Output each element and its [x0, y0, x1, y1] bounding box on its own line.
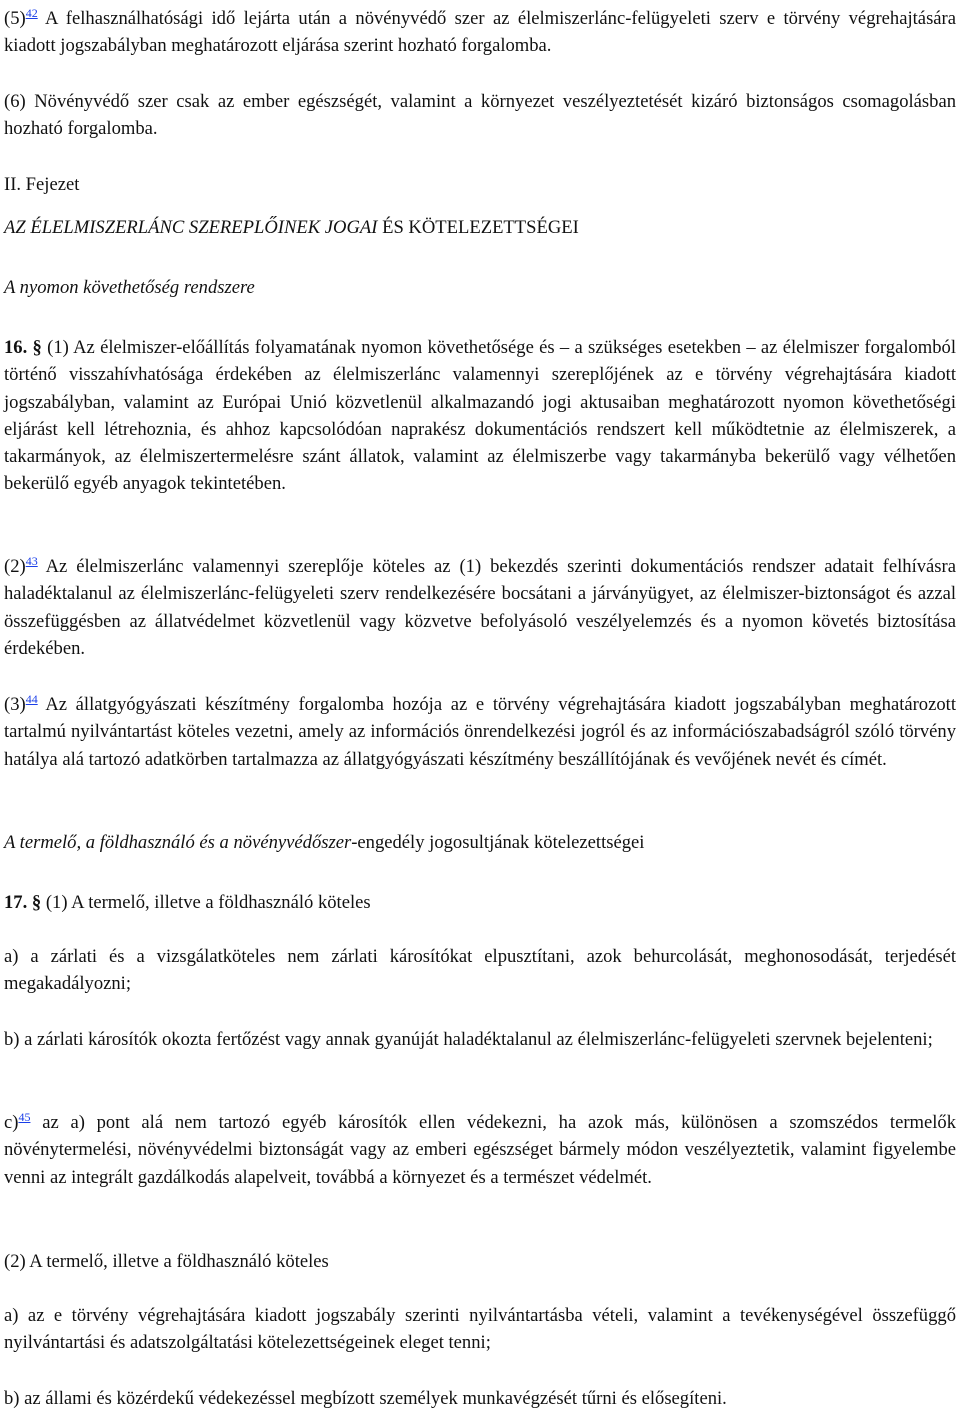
subheading-traceability [4, 274, 956, 301]
paragraph-text: Az élelmiszerlánc valamennyi szereplője köteles az (1) bekezdés szerinti dokumentációs rendszer adatait felhívásra haladéktalanul az élelmiszerlánc-felügyeleti szerv rendelkezésére bocsátani a járványügyet, az élelmiszer-biztonságot és azzal összefüggésben az állatvédelmet közvetlenül vagy közvetve befolyásoló veszélyelemzés és a nyomon követés biztosítása érdekében. [4, 556, 956, 659]
point-text: a) a zárlati és a vizsgálatköteles nem zárlati károsítókat elpusztítani, azok behurcolását, meghonosodását, terjedését megakadályozni; [4, 946, 956, 995]
section-17-point-a [4, 943, 956, 998]
point-number: c) [4, 1112, 19, 1133]
subheading-obligations [4, 829, 956, 856]
section-sign: § [27, 337, 48, 358]
point-text: b) a zárlati károsítók okozta fertőzést vagy annak gyanúját haladéktalanul az élelmiszerlánc-felügyeleti szervnek bejelenteni; [4, 1029, 933, 1050]
subheading-normal: -engedély jogosultjának kötelezettségei [351, 832, 645, 853]
paragraph-number: (2) [4, 556, 26, 577]
section-17-2-point-b [4, 1385, 956, 1412]
section-17-point-c [4, 1109, 956, 1191]
paragraph-text: (2) A termelő, illetve a földhasználó köteles [4, 1251, 329, 1272]
section-number: 16. [4, 337, 28, 358]
paragraph-number: (3) [4, 694, 26, 715]
paragraph-6 [4, 88, 956, 143]
chapter-heading [4, 171, 956, 198]
paragraph-text: (1) A termelő, illetve a földhasználó köteles [45, 892, 371, 913]
section-sign: § [27, 892, 46, 913]
section-number: 17. [4, 892, 28, 913]
chapter-number: II. Fejezet [4, 174, 80, 195]
section-17-paragraph-1 [4, 889, 956, 916]
paragraph-text: A felhasználhatósági idő lejárta után a növényvédő szer az élelmiszerlánc-felügyeleti szerv e törvény végrehajtására kiadott jogszabályban meghatározott eljárása szerint hozható forgalomba. [4, 8, 956, 57]
paragraph-text: (6) Növényvédő szer csak az ember egészségét, valamint a környezet veszélyeztetését kizáró biztonságos csomagolásban hozható forgalomba. [4, 91, 956, 140]
chapter-title-italic: AZ ÉLELMISZERLÁNC SZEREPLŐINEK JOGAI [4, 217, 378, 238]
paragraph-5 [4, 5, 956, 60]
section-16-paragraph-1 [4, 334, 956, 498]
paragraph-text: (1) Az élelmiszer-előállítás folyamatának nyomon követhetősége és – a szükséges esetekben – az élelmiszer forgalomból történő visszahívhatósága érdekében az élelmiszerlánc valamennyi szereplőjének az e törvény végrehajtására kiadott jogszabályban, valamint az Európai Unió közvetlenül alkalmazandó jogi aktusaiban meghatározott nyomon követhetőségi eljárást kell létrehoznia, és ahhoz kapcsolódóan naprakész dokumentációs rendszert kell működtetnie az élelmiszerek, a takarmányok, az élelmiszertermelésre szánt állatok, valamint az élelmiszerbe vagy takarmányba bekerülő vagy vélhetően bekerülő egyéb anyagok tekintetében. [4, 337, 957, 495]
chapter-title [4, 214, 956, 241]
footnote-link-43[interactable]: 43 [25, 554, 38, 568]
point-text: a) az e törvény végrehajtására kiadott jogszabály szerinti nyilvántartásba vételi, valamint a tevékenységével összefüggő nyilvántartási és adatszolgáltatási kötelezettségeinek eleget tenni; [4, 1305, 956, 1354]
paragraph-text: Az állatgyógyászati készítmény forgalomba hozója az e törvény végrehajtására kiadott jogszabályban meghatározott tartalmú nyilvántartást köteles vezetni, amely az információs önrendelkezési jogról és az információszabadságról szóló törvény hatálya alá tartozó adatkörben tartalmazza az állatgyógyászati készítmény beszállítójának és vevőjének nevét és címét. [4, 694, 956, 770]
footnote-link-45[interactable]: 45 [18, 1110, 31, 1124]
section-17-2-point-a [4, 1302, 956, 1357]
point-text: az a) pont alá nem tartozó egyéb károsítók ellen védekezni, ha azok más, különösen a szomszédos termelők növénytermelési, növényvédelmi biztonságát vagy az emberi egészséget bármely módon veszélyeztetik, valamint figyelembe venni az integrált gazdálkodás alapelveit, továbbá a környezet és a természet védelmét. [4, 1112, 956, 1188]
section-16-paragraph-2 [4, 553, 956, 662]
point-text: b) az állami és közérdekű védekezéssel megbízott személyek munkavégzését tűrni és elősegíteni. [4, 1388, 727, 1409]
paragraph-number: (5) [4, 8, 26, 29]
chapter-title-normal: ÉS KÖTELEZETTSÉGEI [377, 217, 579, 238]
subheading-italic: A termelő, a földhasználó és a növényvédőszer [4, 832, 352, 853]
section-17-point-b [4, 1026, 956, 1053]
subheading-text: A nyomon követhetőség rendszere [4, 277, 255, 298]
section-16-paragraph-3 [4, 691, 956, 773]
footnote-link-44[interactable]: 44 [25, 692, 38, 706]
section-17-paragraph-2 [4, 1248, 956, 1275]
footnote-link-42[interactable]: 42 [25, 6, 38, 20]
